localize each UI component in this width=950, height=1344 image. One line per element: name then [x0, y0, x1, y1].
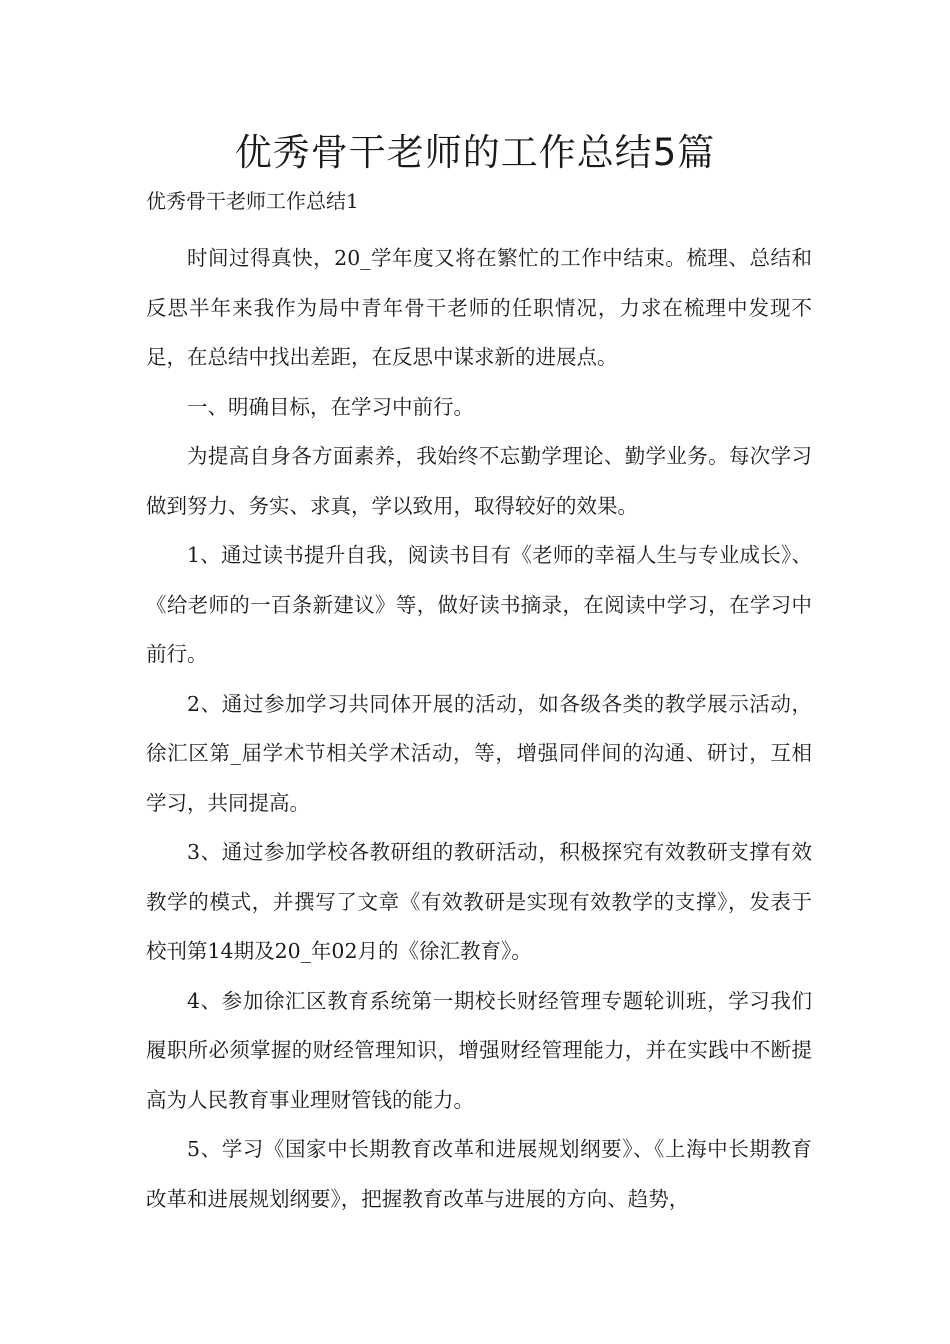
paragraph-item-1: 1、通过读书提升自我，阅读书目有《老师的幸福人生与专业成长》、《给老师的一百条新建议》等，做好读书摘录，在阅读中学习，在学习中前行。: [146, 543, 812, 666]
document-body: [146, 234, 812, 1224]
paragraph-self-improvement: 为提高自身各方面素养，我始终不忘勤学理论、勤学业务。每次学习做到努力、务实、求真，学以致用，取得较好的效果。: [146, 444, 812, 518]
section-heading: 优秀骨干老师工作总结1: [146, 189, 359, 213]
paragraph-item-4: 4、参加徐汇区教育系统第一期校长财经管理专题轮训班，学习我们履职所必须掌握的财经管理知识，增强财经管理能力，并在实践中不断提高为人民教育事业理财管钱的能力。: [146, 988, 812, 1112]
paragraph-heading-goal: 一、明确目标，在学习中前行。: [187, 394, 474, 419]
paragraph-intro: 时间过得真快，20_学年度又将在繁忙的工作中结束。梳理、总结和反思半年来我作为局中青年骨干老师的任职情况，力求在梳理中发现不足，在总结中找出差距，在反思中谋求新的进展点。: [146, 246, 812, 369]
document-title: 优秀骨干老师的工作总结5篇: [234, 131, 716, 174]
paragraph-item-3: 3、通过参加学校各教研组的教研活动，积极探究有效教研支撑有效教学的模式，并撰写了文章《有效教研是实现有效教学的支撑》，发表于校刊第14期及20_年02月的《徐汇教育》。: [146, 840, 812, 963]
paragraph-item-2: 2、通过参加学习共同体开展的活动，如各级各类的教学展示活动，徐汇区第_届学术节相关学术活动，等，增强同伴间的沟通、研讨，互相学习，共同提高。: [146, 691, 812, 815]
paragraph-item-5: 5、学习《国家中长期教育改革和进展规划纲要》、《上海中长期教育改革和进展规划纲要》，把握教育改革与进展的方向、趋势，: [146, 1137, 812, 1211]
